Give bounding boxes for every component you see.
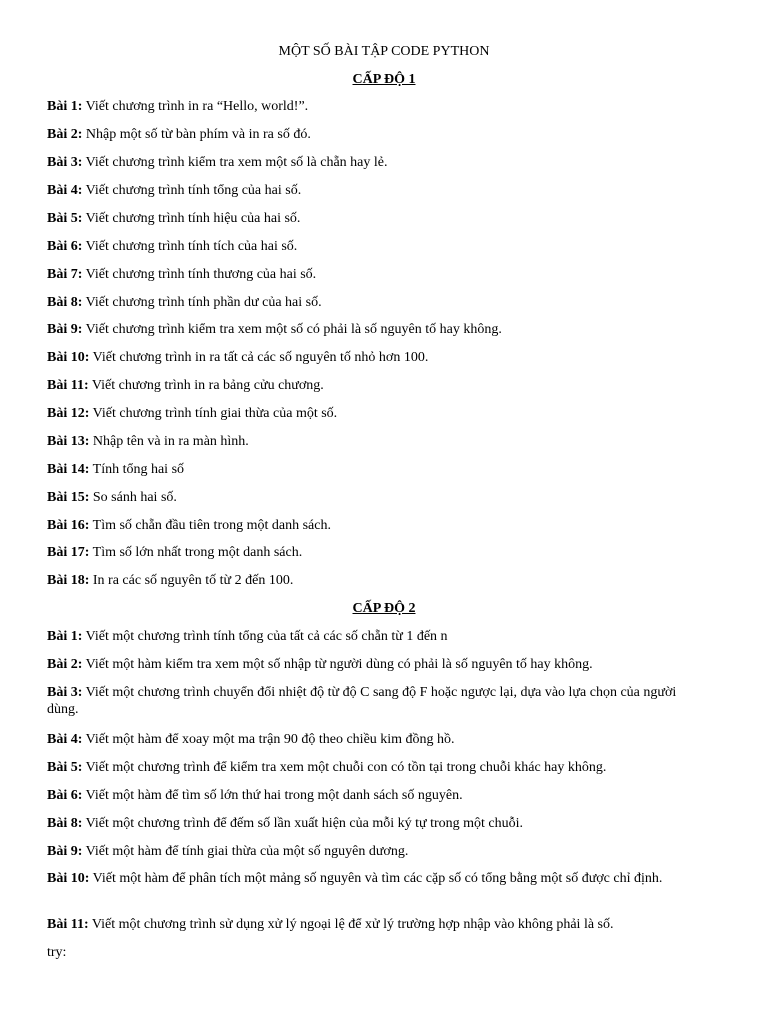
exercise-text: Viết một hàm để phân tích một mảng số nguyên và tìm các cặp số có tổng bằng một số được chỉ định. — [89, 871, 663, 886]
exercise-item — [47, 377, 707, 394]
exercise-text: Viết một chương trình sử dụng xử lý ngoại lệ để xử lý trường hợp nhập vào không phải là số. — [88, 917, 614, 932]
exercise-number: Bài 10: — [47, 871, 90, 886]
exercise-item — [47, 870, 707, 887]
exercise-item — [47, 731, 707, 748]
exercise-number: Bài 3: — [47, 685, 83, 700]
exercise-number: Bài 10: — [47, 350, 90, 365]
exercise-number: Bài 5: — [47, 211, 83, 226]
exercise-item — [47, 294, 707, 311]
exercise-number: Bài 15: — [47, 490, 90, 505]
exercise-text: Tìm số lớn nhất trong một danh sách. — [89, 545, 303, 560]
exercise-text: Tìm số chẵn đầu tiên trong một danh sách. — [89, 518, 331, 533]
exercise-number: Bài 8: — [47, 816, 83, 831]
exercise-item — [47, 843, 707, 860]
exercise-number: Bài 11: — [47, 917, 89, 932]
exercise-text: In ra các số nguyên tố từ 2 đến 100. — [89, 573, 294, 588]
exercise-number: Bài 4: — [47, 732, 83, 747]
exercise-number: Bài 9: — [47, 322, 83, 337]
exercise-item — [47, 572, 707, 589]
exercise-text: Nhập tên và in ra màn hình. — [89, 434, 249, 449]
exercise-number: Bài 1: — [47, 99, 83, 114]
exercise-number: Bài 6: — [47, 788, 83, 803]
exercise-text: Viết chương trình in ra tất cả các số nguyên tố nhỏ hơn 100. — [89, 350, 429, 365]
code-line: try: — [47, 945, 67, 960]
exercise-item — [47, 517, 707, 534]
exercise-number: Bài 11: — [47, 378, 89, 393]
exercise-number: Bài 9: — [47, 844, 83, 859]
exercise-text: Viết chương trình kiểm tra xem một số có phải là số nguyên tố hay không. — [82, 322, 502, 337]
exercise-item — [47, 461, 707, 478]
exercise-text: Viết chương trình tính tích của hai số. — [82, 239, 298, 254]
exercise-text: Viết một hàm kiểm tra xem một số nhập từ người dùng có phải là số nguyên tố hay không. — [82, 657, 593, 672]
exercise-number: Bài 14: — [47, 462, 90, 477]
exercise-item — [47, 489, 707, 506]
exercise-text: Tính tổng hai số — [89, 462, 185, 477]
exercise-text: Viết chương trình in ra “Hello, world!”. — [82, 99, 309, 114]
exercise-item — [47, 656, 707, 673]
exercise-number: Bài 16: — [47, 518, 90, 533]
exercise-item — [47, 628, 707, 645]
exercise-item — [47, 154, 707, 171]
exercise-text: Nhập một số từ bàn phím và in ra số đó. — [82, 127, 311, 142]
exercise-item — [47, 210, 707, 227]
exercise-item — [47, 684, 707, 718]
exercise-text: Viết một hàm để xoay một ma trận 90 độ theo chiều kim đồng hồ. — [82, 732, 455, 747]
exercise-item — [47, 266, 707, 283]
exercise-text: Viết chương trình tính phần dư của hai số. — [82, 295, 322, 310]
exercise-number: Bài 8: — [47, 295, 83, 310]
exercise-number: Bài 5: — [47, 760, 83, 775]
exercise-number: Bài 1: — [47, 629, 83, 644]
exercise-item — [47, 321, 707, 338]
exercise-text: So sánh hai số. — [89, 490, 177, 505]
exercise-number: Bài 4: — [47, 183, 83, 198]
exercise-text: Viết một chương trình tính tổng của tất cả các số chẵn từ 1 đến n — [82, 629, 448, 644]
exercise-item — [47, 544, 707, 561]
exercise-number: Bài 2: — [47, 127, 83, 142]
level1-heading: CẤP ĐỘ 1 — [352, 72, 416, 87]
exercise-item — [47, 433, 707, 450]
exercise-text: Viết một hàm để tính giai thừa của một số nguyên dương. — [82, 844, 409, 859]
exercise-text: Viết chương trình tính giai thừa của một số. — [89, 406, 338, 421]
exercise-item — [47, 238, 707, 255]
exercise-text: Viết một chương trình để đếm số lần xuất hiện của mỗi ký tự trong một chuỗi. — [82, 816, 524, 831]
level2-heading: CẤP ĐỘ 2 — [352, 601, 416, 616]
exercise-item — [47, 759, 707, 776]
exercise-item — [47, 182, 707, 199]
exercise-text: Viết chương trình tính tổng của hai số. — [82, 183, 302, 198]
document-title: MỘT SỐ BÀI TẬP CODE PYTHON — [278, 44, 490, 59]
exercise-text: Viết chương trình kiểm tra xem một số là chẵn hay lẻ. — [82, 155, 388, 170]
exercise-text: Viết chương trình tính hiệu của hai số. — [82, 211, 301, 226]
exercise-item — [47, 815, 707, 832]
exercise-number: Bài 2: — [47, 657, 83, 672]
exercise-item — [47, 787, 707, 804]
exercise-item — [47, 916, 707, 933]
exercise-number: Bài 12: — [47, 406, 90, 421]
exercise-number: Bài 17: — [47, 545, 90, 560]
exercise-item — [47, 126, 707, 143]
exercise-number: Bài 3: — [47, 155, 83, 170]
exercise-number: Bài 13: — [47, 434, 90, 449]
exercise-text: Viết một chương trình chuyển đổi nhiệt độ từ độ C sang độ F hoặc ngược lại, dựa vào lựa chọn của người dùng. — [47, 685, 677, 717]
exercise-number: Bài 7: — [47, 267, 83, 282]
exercise-number: Bài 6: — [47, 239, 83, 254]
exercise-text: Viết một chương trình để kiểm tra xem một chuỗi con có tồn tại trong chuỗi khác hay không. — [82, 760, 607, 775]
exercise-text: Viết chương trình tính thương của hai số. — [82, 267, 317, 282]
exercise-item — [47, 405, 707, 422]
exercise-item — [47, 98, 707, 115]
exercise-item — [47, 349, 707, 366]
exercise-text: Viết một hàm để tìm số lớn thứ hai trong một danh sách số nguyên. — [82, 788, 463, 803]
exercise-text: Viết chương trình in ra bảng cửu chương. — [88, 378, 324, 393]
exercise-number: Bài 18: — [47, 573, 90, 588]
